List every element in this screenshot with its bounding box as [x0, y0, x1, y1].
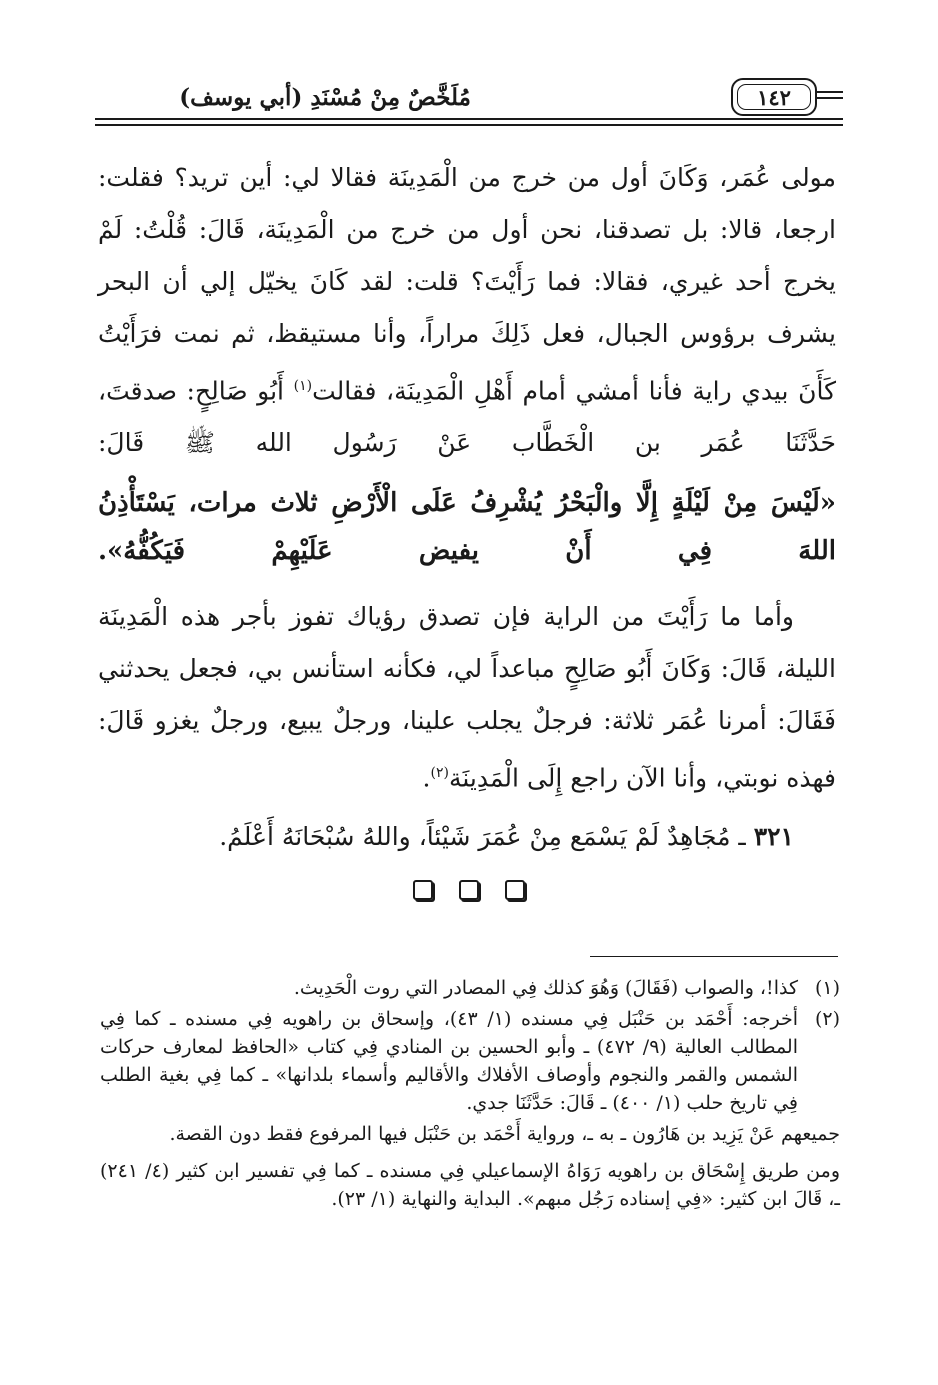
header-ornament-line — [817, 97, 843, 99]
square-ornament — [413, 880, 433, 900]
numbered-entry — [98, 811, 836, 863]
square-ornament — [505, 880, 525, 900]
footnote-divider — [590, 956, 838, 957]
paragraph-text: مولى عُمَر، وَكَانَ أول من خرج من الْمَدِينَة فقالا لي: أين تريد؟ فقلت: ارجعا، قالا: بل تصدقنا، نحن أول من خرج من الْمَدِينَة، قَالَ: قُلْتُ: لَمْ يخرج أحد غيري، فقالا: فما رَأَيْتَ؟ قلت: لقد كَانَ يخيّل إلي أن البحر يشرف برؤوس الجبال، فعل ذَلِكَ مراراً، وأنا مستيقظ، ثم نمت فرَأَيْتُ كَأَنَ بيدي راية فأنا أمشي أمام أَهْلِ الْمَدِينَة، فقالت — [98, 163, 836, 406]
paragraph-text: أَبُو صَالِحٍ: صدقتَ، حَدَّثَنَا عُمَر بن الْخَطَّاب عَنْ رَسُول الله ﷺ قَالَ: — [98, 376, 836, 458]
paragraph-text: وأما ما رَأَيْتَ من الراية فإن تصدق رؤياك تفوز بأجر هذه الْمَدِينَة الليلة، قَالَ: وَكَانَ أَبُو صَالِحٍ مباعداً لي، فكأنه استأنس بي، فجعل يحدثني فَقَالَ: أمرنا عُمَر ثلاثة: فرجلٌ يجلب علينا، ورجلٌ يبيع، ورجلٌ يغزو قَالَ: فهذه نوبتي، وأنا الآن راجع إِلَى الْمَدِينَة — [98, 602, 836, 793]
page-header — [95, 78, 843, 130]
page-number-frame — [731, 78, 817, 116]
paragraph — [98, 591, 836, 804]
footnote-number: (٢) — [814, 1008, 840, 1030]
footnote-2 — [100, 1005, 840, 1117]
header-rule — [95, 118, 843, 120]
paragraph-text: . — [422, 763, 431, 793]
footnote-text: كذا!، والصواب (فَقَالَ) وَهُوَ كذلك فِي المصادر التي روت الْحَدِيث. — [293, 977, 798, 999]
footnote-ref: (٢) — [430, 765, 449, 782]
running-title: مُلَخَّصٌ مِنْ مُسْنَدِ (أبي يوسف) — [179, 84, 471, 111]
footnote-continuation: جميعهم عَنْ يَزِيد بن هَارُون ـ به ـ، ورواية أَحْمَد بن حَنْبَل فيها المرفوع فقط دون القصة. — [169, 1123, 840, 1145]
footnote-continuation: ومن طريق إِسْحَاق بن راهويه رَوَاهُ الإسماعيلي فِي مسنده ـ كما فِي تفسير ابن كثير (٤/ ٢٤١) ـ، قَالَ ابن كثير: «فِي إسناده رَجُل مبهم». البداية والنهاية (١/ ٢٣). — [100, 1160, 840, 1210]
main-text — [98, 152, 836, 863]
footnote-ref: (١) — [293, 378, 313, 394]
section-separator — [0, 880, 938, 900]
entry-text: ـ مُجَاهِدٌ لَمْ يَسْمَع مِنْ عُمَرَ شَيْئاً، واللهُ سُبْحَانَهُ أَعْلَمُ. — [219, 821, 754, 851]
entry-number: ٣٢١ — [753, 821, 794, 851]
header-ornament-line — [817, 91, 843, 93]
footnote-text: أخرجه: أَحْمَد بن حَنْبَل فِي مسنده (١/ ٤٣)، وإسحاق بن راهويه فِي مسنده ـ كما فِي المطالب العالية (٩/ ٤٧٢) ـ وأبو الحسين بن المنادي فِي كتاب «الحافظ لمعارف حركات الشمس والقمر والنجوم وأوصاف الأفلاك والأقاليم وأسماء بلدانها» ـ كما فِي بغية الطلب فِي تاريخ حلب (١/ ٤٠٠) ـ قَالَ: حَدَّثَنَا جدي. — [100, 1008, 799, 1114]
square-ornament — [459, 880, 479, 900]
paragraph — [98, 152, 836, 469]
footnote-1 — [100, 974, 840, 1002]
page-number: ١٤٢ — [737, 84, 811, 110]
footnotes — [100, 974, 840, 1216]
header-rule — [95, 124, 843, 126]
hadith-quote: «لَيْسَ مِنْ لَيْلَةٍ إِلَّا والْبَحْرُ يُشْرِفُ عَلَى الْأَرْضِ ثلاث مرات، يَسْتَأْذِنُ اللهَ فِي أَنْ يفيض عَلَيْهِمْ فَيَكُفُّهُ». — [98, 488, 836, 567]
footnote-number: (١) — [814, 977, 840, 999]
